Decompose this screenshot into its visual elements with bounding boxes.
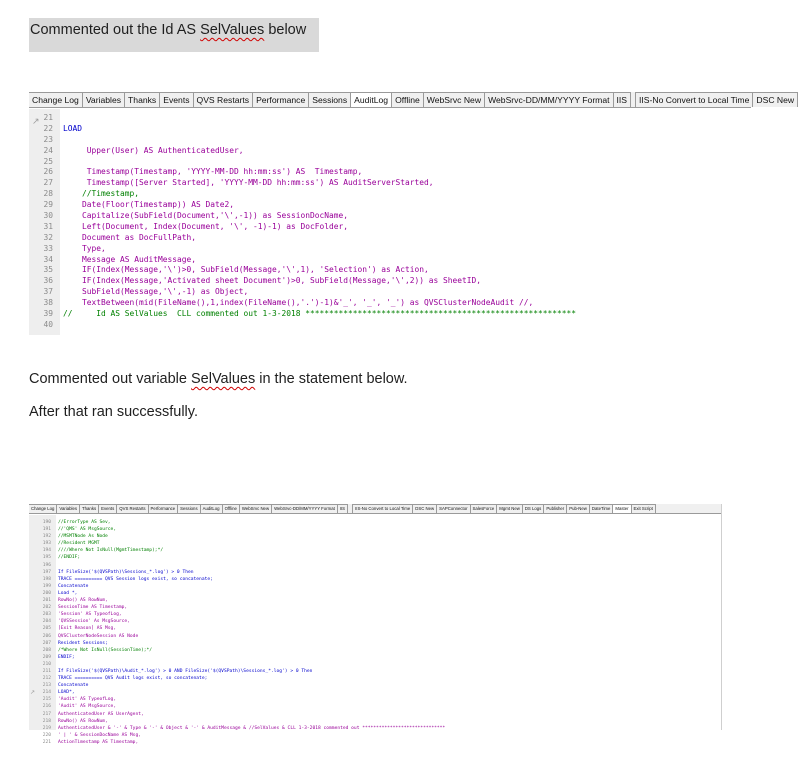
tab-iis-no-convert-to-local-time[interactable]: IIS-No Convert to Local Time — [352, 504, 413, 513]
tab-sessions[interactable]: Sessions — [178, 504, 200, 513]
instruction-note-2 — [29, 371, 408, 387]
line-number: 192 — [42, 534, 51, 540]
code-text: TRACE ========== QVS Audit logs exist, so concatenate; — [58, 676, 208, 682]
code-text: LOAD — [63, 123, 83, 133]
code-line — [29, 668, 721, 675]
code-text: Resident Sessions; — [58, 640, 108, 646]
code-line — [29, 604, 721, 611]
code-text: AuthenticatedUser AS UserAgent, — [58, 711, 144, 717]
code-line — [29, 146, 751, 157]
line-number: 22 — [43, 123, 53, 133]
code-line — [29, 661, 721, 668]
code-line — [29, 682, 721, 689]
note-highlight-word: SelValues — [191, 371, 256, 387]
code-line — [29, 244, 751, 255]
code-text: IF(Index(Message,'\')>0, SubField(Message,'\',1), 'Selection') as Action, — [63, 265, 429, 275]
tab-websrvc-dd-mm-yyyy-format[interactable]: WebSrvc-DD/MM/YYYY Format — [485, 92, 613, 107]
line-number: 37 — [43, 287, 53, 297]
code-line — [29, 157, 751, 168]
tab-publisher[interactable]: Publisher — [544, 504, 567, 513]
code-line — [29, 732, 721, 739]
code-line — [29, 618, 721, 625]
line-number: 217 — [42, 711, 51, 717]
code-text: Load *, — [58, 590, 78, 596]
line-number: 25 — [43, 156, 53, 166]
code-line — [29, 287, 751, 298]
code-text — [57, 135, 63, 146]
note-text: below — [264, 22, 307, 38]
code-line — [29, 654, 721, 661]
line-number: 201 — [42, 598, 51, 604]
code-text: RowNo() AS RowNum, — [58, 598, 108, 604]
code-line — [29, 533, 721, 540]
code-text: 'QVSSession' As MsgSource, — [58, 619, 130, 625]
code-text: TextBetween(mid(FileName(),1,index(FileName(),'.')-1)&'_', '_', '_') as QVSClusterNodeAudit //, — [63, 298, 534, 308]
tab-exit-script[interactable]: Exit Script — [632, 504, 656, 513]
code-line — [29, 711, 721, 718]
line-number: 207 — [42, 640, 51, 646]
instruction-note-1 — [29, 18, 319, 52]
code-text: Timestamp([Server Started], 'YYYY-MM-DD hh:mm:ss') AS AuditServerStarted, — [63, 178, 434, 188]
tab-events[interactable]: Events — [99, 504, 117, 513]
line-number: 36 — [43, 276, 53, 286]
code-text: //ENDIF; — [58, 555, 81, 561]
line-number: 39 — [43, 309, 53, 319]
note-text: Commented out the Id AS — [30, 22, 201, 38]
code-text: ENDIF; — [58, 654, 75, 660]
code-line — [29, 540, 721, 547]
code-line — [29, 597, 721, 604]
code-text: Capitalize(SubField(Document,'\',-1)) as SessionDocName, — [63, 211, 349, 221]
code-line — [29, 703, 721, 710]
line-number: 30 — [43, 211, 53, 221]
code-text: RowNo() AS RowNum, — [58, 718, 108, 724]
code-text: Concatenate — [58, 583, 89, 589]
tab-events[interactable]: Events — [160, 92, 193, 107]
tab-iis-no-convert-to-local-time[interactable]: IIS-No Convert to Local Time — [635, 92, 753, 107]
tab-auditlog[interactable]: AuditLog — [351, 92, 392, 107]
code-line — [29, 583, 721, 590]
line-number: 33 — [43, 243, 53, 253]
line-number: 24 — [43, 145, 53, 155]
code-line — [29, 276, 751, 287]
code-text: SubField(Message,'\',-1) as Object, — [63, 287, 249, 297]
tab-variables[interactable]: Variables — [83, 92, 125, 107]
tab-iis[interactable]: IIS — [338, 504, 348, 513]
line-number: 208 — [42, 647, 51, 653]
pencil-arrow-icon: ↗ — [32, 116, 40, 126]
code-line — [29, 625, 721, 632]
script-editor-screenshot-auditlog — [29, 92, 795, 335]
code-line — [29, 633, 721, 640]
code-text: 'Audit' AS MsgSource, — [58, 704, 117, 710]
code-lines — [29, 519, 721, 746]
code-text: //Timestamp, — [63, 189, 140, 199]
tab-ds-logs[interactable]: DS Logs — [523, 504, 544, 513]
line-number: 31 — [43, 221, 53, 231]
code-text: ////Where Not IsNull(MgmtTimestamp);*/ — [58, 548, 164, 554]
code-line — [29, 689, 721, 696]
code-line — [29, 189, 751, 200]
code-line — [29, 696, 721, 703]
code-line — [29, 200, 751, 211]
code-line — [29, 526, 721, 533]
line-number: 216 — [42, 704, 51, 710]
tab-websrvc-new[interactable]: WebSrvc New — [424, 92, 485, 107]
code-text: // Id AS SelValues CLL commented out 1-3-2018 ********************************************************* — [63, 309, 577, 319]
tab-offline[interactable]: Offline — [223, 504, 240, 513]
code-text: LOAD*, — [58, 690, 75, 696]
line-number: 29 — [43, 200, 53, 210]
tab-dsc-new[interactable]: DSC New — [413, 504, 437, 513]
code-text: /*Where Not IsNull(SessionTime);*/ — [58, 647, 153, 653]
code-line — [29, 124, 751, 135]
code-text: //Resident MGMT — [58, 541, 100, 547]
line-number: 202 — [42, 605, 51, 611]
line-number: 199 — [42, 583, 51, 589]
code-line — [29, 640, 721, 647]
code-line — [29, 135, 751, 146]
code-line — [29, 562, 721, 569]
line-number: 206 — [42, 633, 51, 639]
code-line — [29, 547, 721, 554]
code-line — [29, 519, 721, 526]
code-text: ' | ' & SessionDocName AS Msg, — [58, 732, 141, 738]
code-line — [29, 211, 751, 222]
code-text: 'Audit' AS TypeofLog, — [58, 697, 117, 703]
line-number: 198 — [42, 576, 51, 582]
tab-iis[interactable]: IIS — [614, 92, 632, 107]
code-line — [29, 739, 721, 746]
code-line — [29, 611, 721, 618]
line-number: 190 — [42, 520, 51, 525]
code-text: If FileSize('$(QVSPath)\Audit_*.log') > 0 AND FileSize('$(QVSPath)\Sessions_*.log') > 0 Then — [58, 668, 313, 674]
line-number: 203 — [42, 612, 51, 618]
code-editor[interactable] — [29, 515, 721, 745]
line-number: 211 — [42, 668, 51, 674]
code-line — [29, 320, 751, 331]
code-line — [29, 167, 751, 178]
code-line — [29, 725, 721, 732]
line-number: 210 — [42, 661, 51, 667]
line-number: 40 — [43, 319, 53, 329]
tab-websrvc-new[interactable]: WebSrvc New — [240, 504, 272, 513]
line-number: 28 — [43, 189, 53, 199]
tab-master[interactable]: Master — [613, 504, 631, 513]
tab-change-log[interactable]: Change Log — [29, 504, 57, 513]
code-text: Message AS AuditMessage, — [63, 254, 197, 264]
line-number: 196 — [42, 562, 51, 568]
code-editor[interactable] — [29, 109, 751, 335]
line-number: 214 — [42, 690, 51, 696]
tab-offline[interactable]: Offline — [392, 92, 424, 107]
line-number: 213 — [42, 683, 51, 689]
tab-websrvc-dd-mm-yyyy-format[interactable]: WebSrvc-DD/MM/YYYY Format — [272, 504, 338, 513]
code-line — [29, 265, 751, 276]
note-text: Commented out variable — [29, 371, 191, 387]
code-text — [57, 320, 63, 331]
tab-mgmt-new[interactable]: Mgmt New — [497, 504, 523, 513]
line-number: 35 — [43, 265, 53, 275]
line-number: 27 — [43, 178, 53, 188]
tab-auditlog[interactable]: AuditLog — [201, 504, 223, 513]
tab-sapconnector[interactable]: SAPConnector — [437, 504, 470, 513]
tab-sessions[interactable]: Sessions — [309, 92, 351, 107]
code-line — [29, 590, 721, 597]
line-number: 23 — [43, 134, 53, 144]
code-text: Timestamp(Timestamp, 'YYYY-MM-DD hh:mm:ss') AS Timestamp, — [63, 167, 363, 177]
tab-thanks[interactable]: Thanks — [125, 92, 160, 107]
line-number: 191 — [42, 527, 51, 533]
pencil-arrow-icon: ↗ — [30, 690, 36, 696]
code-lines — [29, 113, 751, 331]
line-number: 212 — [42, 676, 51, 682]
line-number: 200 — [42, 590, 51, 596]
line-number: 205 — [42, 626, 51, 632]
code-text: TRACE ========== QVS Session logs exist, so concatenate; — [58, 576, 213, 582]
code-text: //ErrorType AS Sev, — [58, 520, 111, 525]
code-line — [29, 569, 721, 576]
code-text: ActionTimestamp AS Timestamp, — [58, 739, 139, 745]
line-number: 194 — [42, 548, 51, 554]
line-number: 38 — [43, 298, 53, 308]
code-text: If FileSize('$(QVSPath)\Sessions_*.log') > 0 Then — [58, 569, 194, 575]
code-text: AuthenticatedUser & '-' & Type & '-' & Object & '-' & AuditMessage & //SelValues & CLL 1-3-2018 commented out ****************************** — [58, 725, 446, 731]
line-number: 221 — [42, 739, 51, 745]
tab-pub-new[interactable]: Pub-New — [567, 504, 590, 513]
code-text: Upper(User) AS AuthenticatedUser, — [63, 145, 244, 155]
tab-performance[interactable]: Performance — [149, 504, 179, 513]
code-line — [29, 178, 751, 189]
line-number: 21 — [43, 113, 53, 122]
code-text — [54, 661, 58, 668]
code-text: 'Session' AS TypeofLog, — [58, 612, 122, 618]
script-tab-bar — [29, 504, 721, 514]
line-number: 218 — [42, 718, 51, 724]
tab-dsc-new[interactable]: DSC New — [753, 92, 798, 107]
tab-change-log[interactable]: Change Log — [29, 92, 83, 107]
instruction-note-3: After that ran successfully. — [29, 404, 198, 420]
code-text — [57, 113, 63, 124]
code-text: IF(Index(Message,'Activated sheet Document')>0, SubField(Message,'\',2)) as SheetID, — [63, 276, 482, 286]
note-highlight-word: SelValues — [200, 22, 265, 38]
code-line — [29, 647, 721, 654]
code-line — [29, 298, 751, 309]
tab-variables[interactable]: Variables — [57, 504, 80, 513]
tab-performance[interactable]: Performance — [253, 92, 309, 107]
script-editor-screenshot-master — [29, 504, 722, 745]
tab-salesforce[interactable]: SalesForce — [471, 504, 498, 513]
line-number: 209 — [42, 654, 51, 660]
code-line — [29, 233, 751, 244]
line-number: 197 — [42, 569, 51, 575]
line-number: 215 — [42, 697, 51, 703]
code-text: Concatenate — [58, 683, 89, 689]
code-line — [29, 576, 721, 583]
code-line — [29, 675, 721, 682]
code-line — [29, 222, 751, 233]
code-line — [29, 554, 721, 561]
code-text: QVSClusterNodeSession AS Node — [58, 633, 139, 639]
tab-datetime[interactable]: DateTime — [590, 504, 613, 513]
code-text: Type, — [63, 243, 106, 253]
script-tab-bar — [29, 92, 795, 108]
code-line — [29, 255, 751, 266]
line-number: 204 — [42, 619, 51, 625]
code-text: SessionTime AS Timestamp, — [58, 605, 128, 611]
code-text — [57, 157, 63, 168]
line-number: 26 — [43, 167, 53, 177]
code-line — [29, 718, 721, 725]
tab-thanks[interactable]: Thanks — [80, 504, 99, 513]
code-line — [29, 309, 751, 320]
code-text: [Exit Reason] AS Msg, — [58, 626, 117, 632]
line-number: 220 — [42, 732, 51, 738]
code-text: //'QMS' AS MsgSource, — [58, 527, 117, 533]
code-text: Date(Floor(Timestamp)) AS Date2, — [63, 200, 235, 210]
tab-qvs-restarts[interactable]: QVS Restarts — [194, 92, 254, 107]
line-number: 195 — [42, 555, 51, 561]
line-number: 32 — [43, 232, 53, 242]
code-text — [54, 562, 58, 569]
line-number: 34 — [43, 254, 53, 264]
code-text: Left(Document, Index(Document, '\', -1)-1) as DocFolder, — [63, 221, 349, 231]
code-text: //MSMTNode As Node — [58, 534, 108, 540]
code-line — [29, 113, 751, 124]
tab-qvs-restarts[interactable]: QVS Restarts — [117, 504, 148, 513]
note-text: in the statement below. — [255, 371, 408, 387]
line-number: 219 — [42, 725, 51, 731]
line-number: 193 — [42, 541, 51, 547]
code-text: Document as DocFullPath, — [63, 232, 197, 242]
